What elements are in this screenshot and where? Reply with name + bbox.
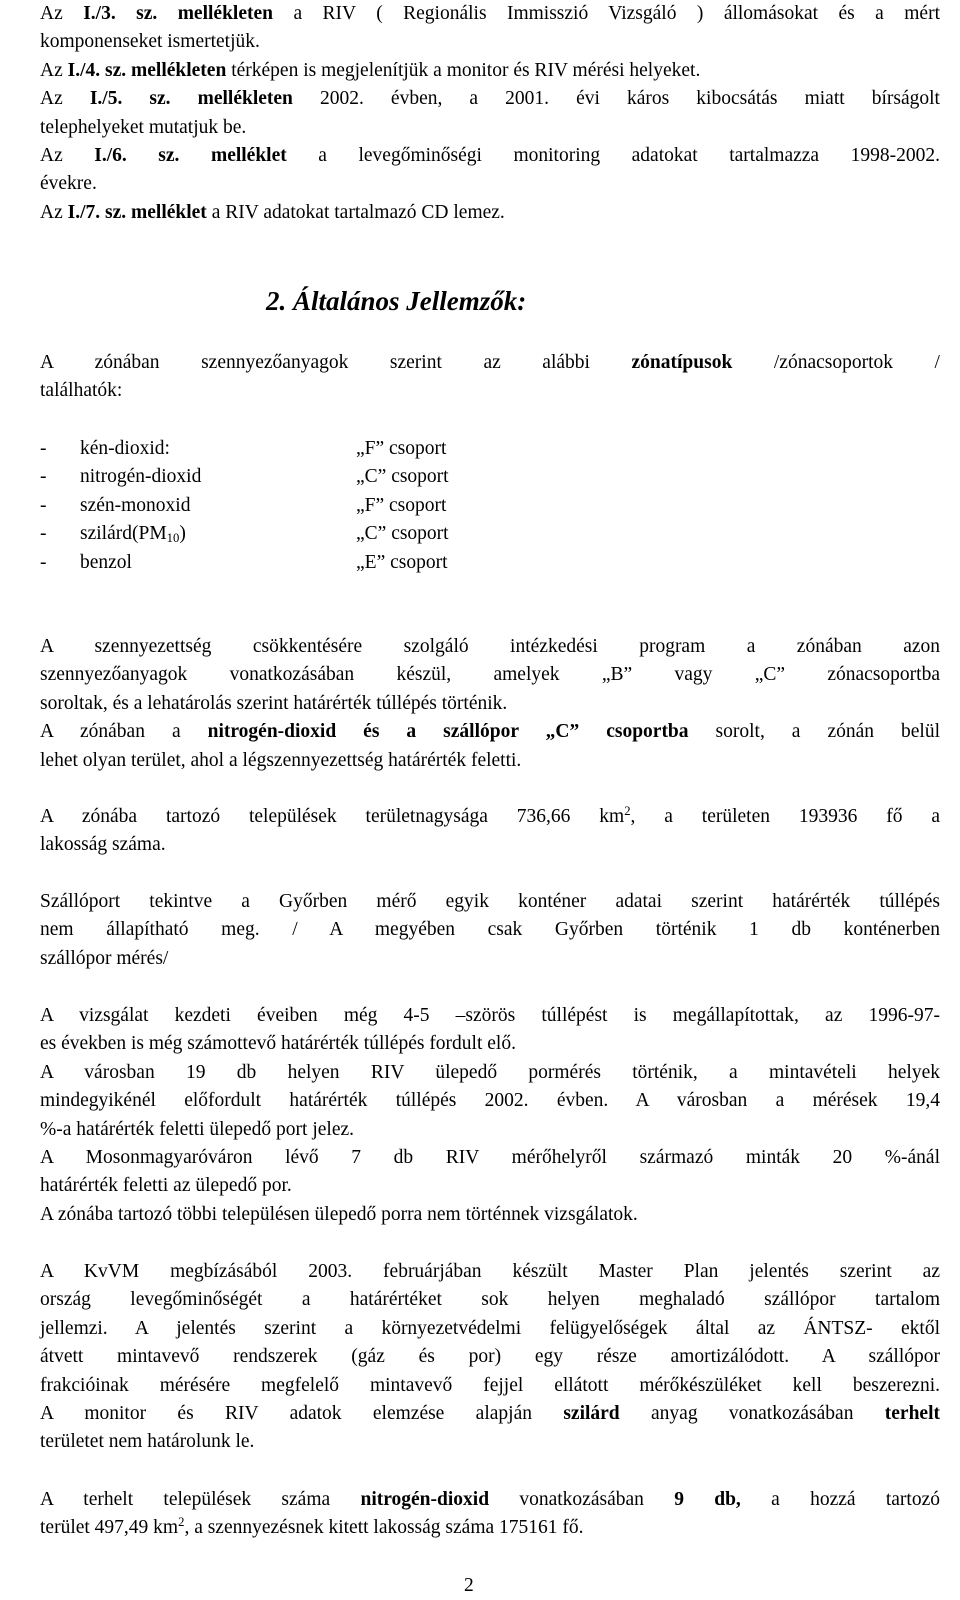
paragraph-line: A terhelt települések száma nitrogén-dioxid vonatkozásában 9 db, a hozzá tartozó <box>40 1489 940 1510</box>
appendix-line: Az I./3. sz. mellékleten a RIV ( Regionális Immisszió Vizsgáló ) állomásokat és a mért <box>40 3 940 24</box>
paragraph-line: terület 497,49 $km^2$, a szennyezésnek kitett lakosság száma 175161 fő. <box>40 1515 584 1539</box>
paragraph-line: A zónába tartozó többi településen ülepedő porra nem történnek vizsgálatok. <box>40 1203 638 1225</box>
paragraph-line: frakcióinak mérésére megfelelő mintavevő fejjel ellátott mérőkészüléket kell beszerezni. <box>40 1374 940 1396</box>
paragraph-line: soroltak, és a lehatárolás szerint határérték túllépés történik. <box>40 692 508 714</box>
loaded-paragraph <box>40 1486 940 1543</box>
appendix-line: telephelyeket mutatjuk be. <box>40 116 247 138</box>
list-item: - benzol „E” csoport <box>40 551 448 573</box>
paragraph-line: ország levegőminőségét a határértéket sok helyen meghaladó szállópor tartalom <box>40 1289 940 1311</box>
paragraph-line: határérték feletti az ülepedő por. <box>40 1175 292 1197</box>
paragraph-line: lakosság száma. <box>40 834 166 856</box>
paragraph-line: szennyezőanyagok vonatkozásában készül, amelyek „B” vagy „C” zónacsoportba <box>40 664 940 686</box>
paragraph-line: A szennyezettség csökkentésére szolgáló intézkedési program a zónában azon <box>40 636 940 657</box>
paragraph-line: A KvVM megbízásából 2003. februárjában készült Master Plan jelentés szerint az <box>40 1261 940 1282</box>
list-item: - kén-dioxid: „F” csoport <box>40 438 447 459</box>
dust-paragraph <box>40 888 940 973</box>
appendix-line: Az I./7. sz. melléklet a RIV adatokat tartalmazó CD lemez. <box>40 201 505 223</box>
appendix-intro <box>40 0 940 227</box>
pollutant-list <box>40 435 560 577</box>
appendix-line: Az I./5. sz. mellékleten 2002. évben, a 2001. évi káros kibocsátás miatt bírságolt <box>40 88 940 110</box>
paragraph-line: jellemzi. A jelentés szerint a környezetvédelmi felügyelőségek által az ÁNTSZ- ektől <box>40 1317 940 1339</box>
paragraph-line: mindegyikénél előfordult határérték túllépés 2002. évben. A városban a mérések 19,4 <box>40 1090 940 1112</box>
paragraph-line: szállópor mérés/ <box>40 947 169 969</box>
page-number: 2 <box>464 1575 474 1596</box>
paragraph-line: nem állapítható meg. / A megyében csak Győrben történik 1 db konténerben <box>40 919 940 941</box>
zone-intro-line: találhatók: <box>40 380 123 402</box>
kvvm-paragraph <box>40 1258 940 1457</box>
paragraph-line: A monitor és RIV adatok elemzése alapján szilárd anyag vonatkozásában terhelt <box>40 1403 940 1425</box>
paragraph-line: átvett mintavevő rendszerek (gáz és por) egy része amortizálódott. A szállópor <box>40 1346 940 1368</box>
area-paragraph <box>40 803 940 860</box>
paragraph-line: A vizsgálat kezdeti éveiben még 4-5 –szörös túllépést is megállapítottak, az 1996-97- <box>40 1005 940 1026</box>
paragraph-line: es években is még számottevő határérték túllépés fordult elő. <box>40 1033 516 1055</box>
paragraph-line: területet nem határolunk le. <box>40 1431 255 1453</box>
list-item: - $szilárd(PM_{10})$ „C” csoport <box>40 523 449 546</box>
appendix-line: Az I./4. sz. mellékleten térképen is megjelenítjük a monitor és RIV mérési helyeket. <box>40 59 701 81</box>
paragraph-line: A Mosonmagyaróváron lévő 7 db RIV mérőhelyről származó minták 20 %-ánál <box>40 1147 940 1169</box>
history-paragraph <box>40 1002 940 1229</box>
program-paragraph <box>40 633 940 775</box>
paragraph-line: Szállóport tekintve a Győrben mérő egyik konténer adatai szerint határérték túllépés <box>40 891 940 912</box>
appendix-line: komponenseket ismertetjük. <box>40 31 260 53</box>
appendix-line: évekre. <box>40 173 97 195</box>
zone-intro-line: A zónában szennyezőanyagok szerint az alábbi zónatípusok /zónacsoportok / <box>40 352 940 373</box>
appendix-line: Az I./6. sz. melléklet a levegőminőségi monitoring adatokat tartalmazza 1998-2002. <box>40 145 940 167</box>
paragraph-line: %-a határérték feletti ülepedő port jelez. <box>40 1118 354 1140</box>
paragraph-line: A zónában a nitrogén-dioxid és a szállópor „C” csoportba sorolt, a zónán belül <box>40 721 940 743</box>
paragraph-line: A zónába tartozó települések területnagysága 736,66 $km^2$, a területen 193936 fő a <box>40 804 940 827</box>
list-item: - nitrogén-dioxid „C” csoport <box>40 466 449 488</box>
list-item: - szén-monoxid „F” csoport <box>40 494 447 516</box>
paragraph-line: lehet olyan terület, ahol a légszennyezettség határérték feletti. <box>40 749 522 771</box>
paragraph-line: A városban 19 db helyen RIV ülepedő pormérés történik, a mintavételi helyek <box>40 1061 940 1083</box>
zone-intro <box>40 349 940 406</box>
section-heading: 2. Általános Jellemzők: <box>266 286 527 316</box>
